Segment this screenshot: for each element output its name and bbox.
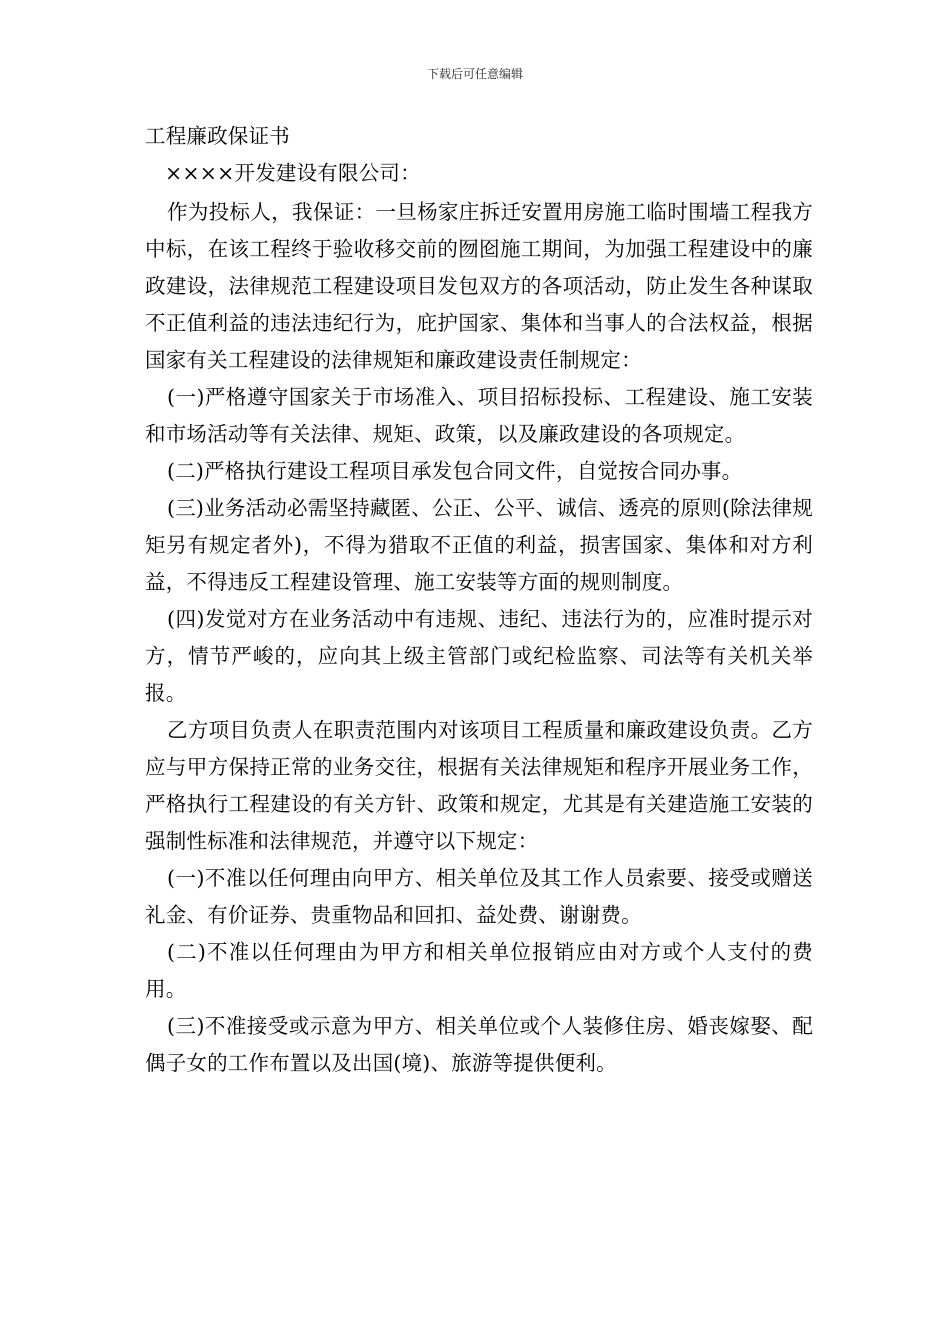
paragraph-intro: 作为投标人，我保证：一旦杨家庄拆迁安置用房施工临时围墙工程我方中标，在该工程终于验收移交前的囫囵施工期间，为加强工程建设中的廉政建设，法律规范工程建设项目发包双方的各项活动，防止发生各种谋取不正值利益的违法违纪行为，庇护国家、集体和当事人的合法权益，根据国家有关工程建设的法律规矩和廉政建设责任制规定： [145,200,813,372]
paragraph-item-3: (三)业务活动必需坚持藏匿、公正、公平、诚信、透亮的原则(除法律规矩另有规定者外)，不得为猎取不正值的利益，损害国家、集体和对方利益，不得违反工程建设管理、施工安装等方面的规则制度。 [145,496,813,594]
document-body [145,118,813,1082]
paragraph-item-2: (二)严格执行建设工程项目承发包合同文件，自觉按合同办事。 [167,459,743,483]
header-note: 下载后可任意编辑 [426,67,523,81]
document-title: 工程廉政保证书 [145,124,290,148]
paragraph-item-4: (四)发觉对方在业务活动中有违规、违纪、违法行为的，应准时提示对方，情节严峻的，应向其上级主管部门或纪检监察、司法等有关机关举报。 [145,607,813,705]
paragraph-rule-1: (一)不准以任何理由向甲方、相关单位及其工作人员索要、接受或赠送礼金、有价证券、贵重物品和回扣、益处费、谢谢费。 [145,866,813,927]
paragraph-item-1: (一)严格遵守国家关于市场准入、项目招标投标、工程建设、施工安装和市场活动等有关法律、规矩、政策，以及廉政建设的各项规定。 [145,385,813,446]
salutation: ××××开发建设有限公司： [165,161,421,185]
paragraph-rule-2: (二)不准以任何理由为甲方和相关单位报销应由对方或个人支付的费用。 [145,940,813,1001]
paragraph-rule-3: (三)不准接受或示意为甲方、相关单位或个人装修住房、婚丧嫁娶、配偶子女的工作布置以及出国(境)、旅游等提供便利。 [145,1014,813,1075]
paragraph-party-b: 乙方项目负责人在职责范围内对该项目工程质量和廉政建设负责。乙方应与甲方保持正常的业务交往，根据有关法律规矩和程序开展业务工作，严格执行工程建设的有关方针、政策和规定，尤其是有关建造施工安装的强制性标准和法律规范，并遵守以下规定： [145,718,813,853]
